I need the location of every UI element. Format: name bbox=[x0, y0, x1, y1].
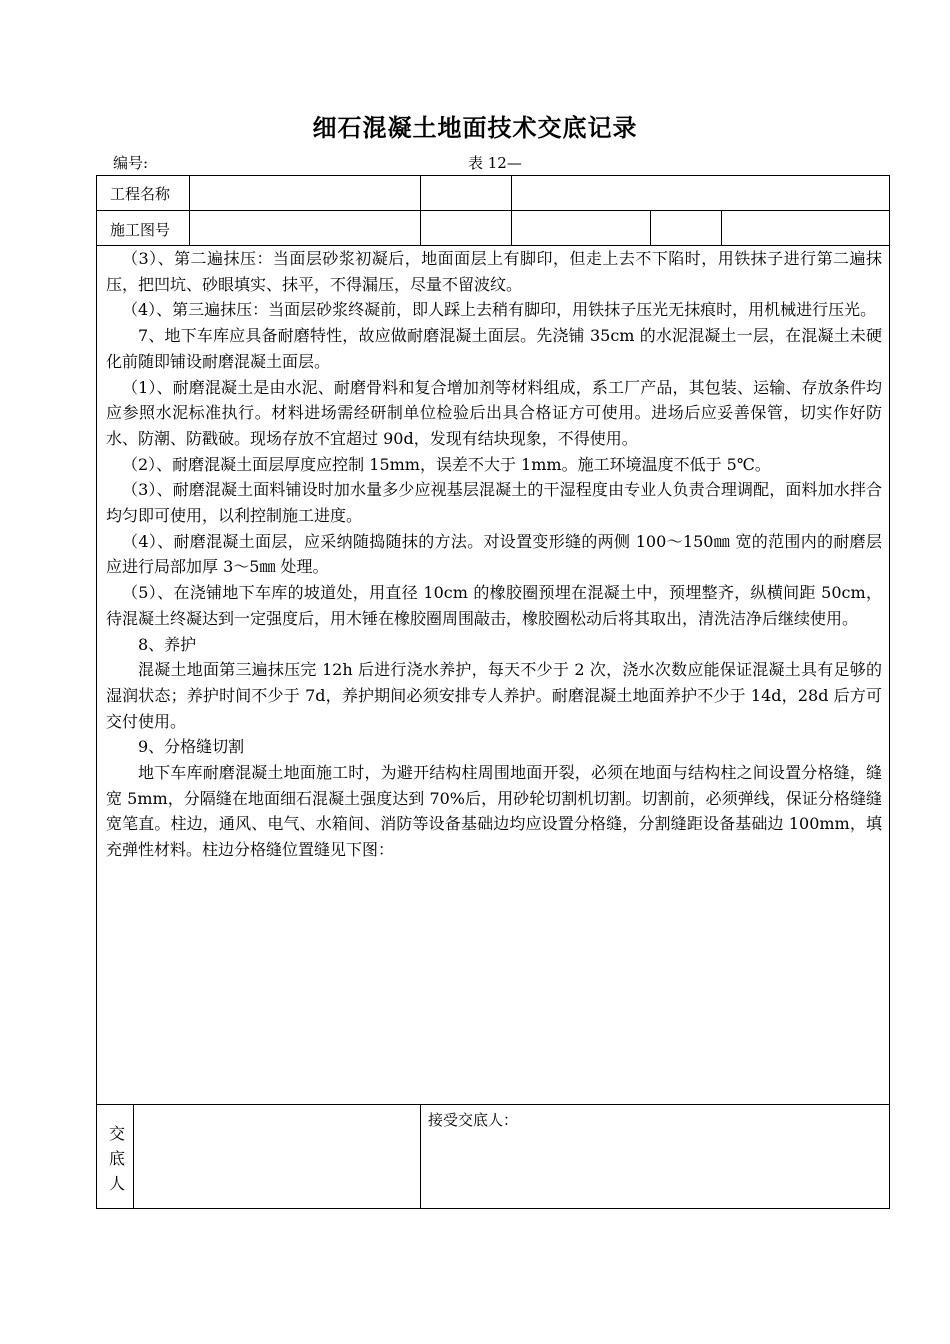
paragraph: （3）、耐磨混凝土面料铺设时加水量多少应视基层混凝土的干湿程度由专业人负责合理调配，面料加水拌合均匀即可使用，以利控制施工进度。 bbox=[106, 480, 882, 526]
section-heading: 8、养护 bbox=[138, 634, 197, 654]
recipient-label: 接受交底人： bbox=[428, 1111, 519, 1129]
paragraph: 混凝土地面第三遍抹压完 12h 后进行浇水养护，每天不少于 2 次，浇水次数应能保证混凝土具有足够的湿润状态；养护时间不少于 7d，养护期间必须安排专人养护。耐磨混凝土地面养护不少于 14d，28d 后方可交付使用。 bbox=[106, 660, 882, 731]
column-divider bbox=[420, 1104, 421, 1209]
project-name-label: 工程名称 bbox=[110, 185, 171, 203]
paragraph: （1）、耐磨混凝土是由水泥、耐磨骨料和复合增加剂等材料组成，系工厂产品，其包装、运输、存放条件均应参照水泥标准执行。材料进场需经研制单位检验后出具合格证方可使用。进场后应妥善保管，切实作好防水、防潮、防戳破。现场存放不宜超过 90d，发现有结块现象，不得使用。 bbox=[106, 377, 882, 448]
content-body bbox=[106, 246, 882, 863]
column-divider bbox=[650, 210, 651, 245]
paragraph: （3）、第二遍抹压：当面层砂浆初凝后，地面面层上有脚印，但走上去不下陷时，用铁抹子进行第二遍抹压，把凹坑、砂眼填实、抹平，不得漏压，尽量不留波纹。 bbox=[106, 249, 882, 294]
document-title: 细石混凝土地面技术交底记录 bbox=[312, 113, 638, 142]
number-label: 编号: bbox=[113, 154, 149, 172]
column-divider bbox=[133, 1104, 134, 1209]
form-number: 表 12— bbox=[468, 154, 522, 172]
paragraph: 地下车库耐磨混凝土地面施工时，为避开结构柱周围地面开裂，必须在地面与结构柱之间设置分格缝，缝宽 5mm，分隔缝在地面细石混凝土强度达到 70%后，用砂轮切割机切割。切割前，必须弹线，保证分格缝缝宽笔直。柱边，通风、电气、水箱间、消防等设备基础边均应设置分格缝，分割缝距设备基础边 100mm，填充弹性材料。柱边分格缝位置缝见下图： bbox=[106, 763, 882, 860]
column-divider bbox=[189, 175, 190, 245]
row-divider bbox=[96, 1104, 890, 1105]
paragraph: （2）、耐磨混凝土面层厚度应控制 15mm，误差不大于 1mm。施工环境温度不低于 5℃。 bbox=[122, 454, 771, 474]
paragraph: （5）、在浇铺地下车库的坡道处，用直径 10cm 的橡胶圈预埋在混凝土中，预埋整齐，纵横间距 50cm，待混凝土终凝达到一定强度后，用木锤在橡胶圈周围敲击，橡胶圈松动后将其取出，清洗洁净后继续使用。 bbox=[106, 583, 882, 628]
column-divider bbox=[721, 210, 722, 245]
row-divider bbox=[96, 210, 890, 211]
paragraph: （4）、耐磨混凝土面层，应采纳随捣随抹的方法。对设置变形缝的两侧 100～150㎜ 宽的范围内的耐磨层应进行局部加厚 3～5㎜ 处理。 bbox=[106, 531, 882, 577]
column-divider bbox=[511, 175, 512, 245]
section-heading: 9、分格缝切割 bbox=[138, 737, 245, 757]
paragraph: （4）、第三遍抹压：当面层砂浆终凝前，即人踩上去稍有脚印，用铁抹子压光无抹痕时，用机械进行压光。 bbox=[122, 300, 877, 320]
section-paragraph: 7、地下车库应具备耐磨特性，故应做耐磨混凝土面层。先浇铺 35cm 的水泥混凝土一层，在混凝土未硬化前随即铺设耐磨混凝土面层。 bbox=[106, 326, 882, 371]
drawing-number-label: 施工图号 bbox=[110, 221, 171, 239]
column-divider bbox=[420, 175, 421, 245]
disclosure-person-label: 交底人 bbox=[108, 1124, 125, 1193]
